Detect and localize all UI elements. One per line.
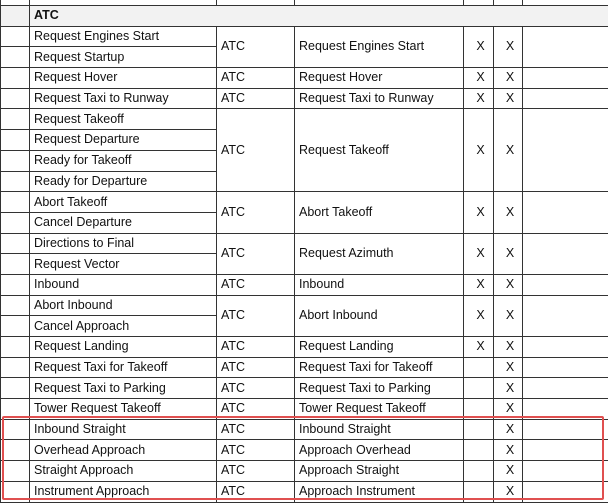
extra-cell <box>523 88 608 109</box>
mark2-cell: X <box>494 274 523 295</box>
category-cell: ATC <box>217 378 295 399</box>
mark1-cell <box>464 357 494 378</box>
phrase-cell: Instrument Approach <box>30 481 217 502</box>
extra-cell <box>523 481 608 502</box>
row-spacer <box>1 419 30 440</box>
command-cell: Approach Instrument <box>295 481 464 502</box>
command-cell: Approach Overhead <box>295 440 464 461</box>
mark1-cell: X <box>464 233 494 274</box>
table-row <box>1 440 608 461</box>
category-cell: ATC <box>217 192 295 233</box>
extra-cell <box>523 378 608 399</box>
table-row <box>1 481 608 502</box>
command-cell: Abort Takeoff <box>295 192 464 233</box>
mark2-cell: X <box>494 399 523 420</box>
row-spacer <box>1 440 30 461</box>
table-row <box>1 399 608 420</box>
phrase-cell: Straight Approach <box>30 461 217 482</box>
extra-cell <box>523 337 608 358</box>
table-row <box>1 295 608 316</box>
phrase-cell: Ready for Takeoff <box>30 150 217 171</box>
mark2-cell: X <box>494 192 523 233</box>
mark1-cell: X <box>464 192 494 233</box>
phrase-cell: Cancel Approach <box>30 316 217 337</box>
row-spacer <box>1 68 30 89</box>
row-spacer <box>1 337 30 358</box>
phrase-cell: Request Startup <box>30 47 217 68</box>
category-cell: ATC <box>217 357 295 378</box>
row-spacer <box>1 150 30 171</box>
table-row <box>1 109 608 130</box>
extra-cell <box>523 233 608 274</box>
category-cell: ATC <box>217 481 295 502</box>
table-row <box>1 419 608 440</box>
phrase-cell: Abort Inbound <box>30 295 217 316</box>
command-cell: Approach Straight <box>295 461 464 482</box>
row-spacer <box>1 461 30 482</box>
extra-cell <box>523 68 608 89</box>
section-header-row <box>1 6 608 27</box>
table-row <box>1 233 608 254</box>
category-cell: ATC <box>217 399 295 420</box>
row-spacer <box>1 130 30 151</box>
row-spacer <box>1 481 30 502</box>
row-spacer <box>1 378 30 399</box>
extra-cell <box>523 419 608 440</box>
row-spacer <box>1 212 30 233</box>
mark2-cell: X <box>494 26 523 67</box>
mark1-cell: X <box>464 68 494 89</box>
mark1-cell <box>464 481 494 502</box>
category-cell: ATC <box>217 26 295 67</box>
command-cell: Request Taxi for Takeoff <box>295 357 464 378</box>
command-cell: Abort Inbound <box>295 295 464 336</box>
mark2-cell: X <box>494 88 523 109</box>
table-row <box>1 337 608 358</box>
category-cell: ATC <box>217 461 295 482</box>
category-cell: ATC <box>217 88 295 109</box>
table-row <box>1 274 608 295</box>
phrase-cell: Inbound <box>30 274 217 295</box>
command-cell: Request Hover <box>295 68 464 89</box>
mark2-cell: X <box>494 461 523 482</box>
command-cell: Inbound Straight <box>295 419 464 440</box>
category-cell: ATC <box>217 440 295 461</box>
extra-cell <box>523 26 608 67</box>
phrase-cell: Inbound Straight <box>30 419 217 440</box>
mark1-cell: X <box>464 295 494 336</box>
row-spacer <box>1 316 30 337</box>
mark2-cell: X <box>494 337 523 358</box>
mark2-cell: X <box>494 233 523 274</box>
category-cell: ATC <box>217 68 295 89</box>
table-row <box>1 378 608 399</box>
mark2-cell: X <box>494 378 523 399</box>
command-cell: Request Takeoff <box>295 109 464 192</box>
table-row <box>1 461 608 482</box>
mark1-cell <box>464 419 494 440</box>
row-spacer <box>1 47 30 68</box>
mark1-cell: X <box>464 274 494 295</box>
row-spacer <box>1 295 30 316</box>
row-spacer <box>1 357 30 378</box>
phrase-cell: Request Hover <box>30 68 217 89</box>
phrase-cell: Request Engines Start <box>30 26 217 47</box>
table-row <box>1 192 608 213</box>
mark2-cell: X <box>494 68 523 89</box>
category-cell: ATC <box>217 295 295 336</box>
mark1-cell <box>464 440 494 461</box>
phrase-cell: Request Landing <box>30 337 217 358</box>
command-cell: Request Taxi to Parking <box>295 378 464 399</box>
mark2-cell: X <box>494 419 523 440</box>
command-cell: Request Landing <box>295 337 464 358</box>
category-cell: ATC <box>217 337 295 358</box>
category-cell: ATC <box>217 109 295 192</box>
category-cell: ATC <box>217 233 295 274</box>
phrase-cell: Cancel Departure <box>30 212 217 233</box>
table-row <box>1 68 608 89</box>
phrase-cell: Abort Takeoff <box>30 192 217 213</box>
extra-cell <box>523 274 608 295</box>
category-cell: ATC <box>217 419 295 440</box>
mark1-cell: X <box>464 88 494 109</box>
table-row <box>1 88 608 109</box>
extra-cell <box>523 461 608 482</box>
mark1-cell: X <box>464 337 494 358</box>
mark2-cell: X <box>494 295 523 336</box>
command-cell: Request Taxi to Runway <box>295 88 464 109</box>
category-cell: ATC <box>217 274 295 295</box>
table-row <box>1 357 608 378</box>
row-spacer <box>1 26 30 47</box>
command-cell: Request Engines Start <box>295 26 464 67</box>
row-spacer <box>1 171 30 192</box>
command-cell: Inbound <box>295 274 464 295</box>
mark2-cell: X <box>494 440 523 461</box>
command-cell: Request Azimuth <box>295 233 464 274</box>
phrase-cell: Directions to Final <box>30 233 217 254</box>
table-row <box>1 26 608 47</box>
command-cell: Tower Request Takeoff <box>295 399 464 420</box>
phrase-cell: Request Taxi for Takeoff <box>30 357 217 378</box>
mark1-cell <box>464 399 494 420</box>
row-spacer <box>1 399 30 420</box>
section-title: ATC <box>30 6 608 27</box>
row-spacer <box>1 274 30 295</box>
row-spacer <box>1 88 30 109</box>
extra-cell <box>523 399 608 420</box>
phrase-cell: Request Vector <box>30 254 217 275</box>
phrase-cell: Request Taxi to Runway <box>30 88 217 109</box>
phrase-cell: Request Departure <box>30 130 217 151</box>
phrase-cell: Request Taxi to Parking <box>30 378 217 399</box>
extra-cell <box>523 357 608 378</box>
mark2-cell: X <box>494 109 523 192</box>
extra-cell <box>523 440 608 461</box>
mark1-cell <box>464 461 494 482</box>
mark1-cell: X <box>464 26 494 67</box>
section-header-spacer <box>1 6 30 27</box>
mark1-cell: X <box>464 109 494 192</box>
phrase-cell: Tower Request Takeoff <box>30 399 217 420</box>
phrase-cell: Overhead Approach <box>30 440 217 461</box>
row-spacer <box>1 109 30 130</box>
extra-cell <box>523 109 608 192</box>
extra-cell <box>523 295 608 336</box>
row-spacer <box>1 192 30 213</box>
row-spacer <box>1 233 30 254</box>
mark1-cell <box>464 378 494 399</box>
phrase-cell: Request Takeoff <box>30 109 217 130</box>
mark2-cell: X <box>494 357 523 378</box>
extra-cell <box>523 192 608 233</box>
row-spacer <box>1 254 30 275</box>
phrase-cell: Ready for Departure <box>30 171 217 192</box>
mark2-cell: X <box>494 481 523 502</box>
